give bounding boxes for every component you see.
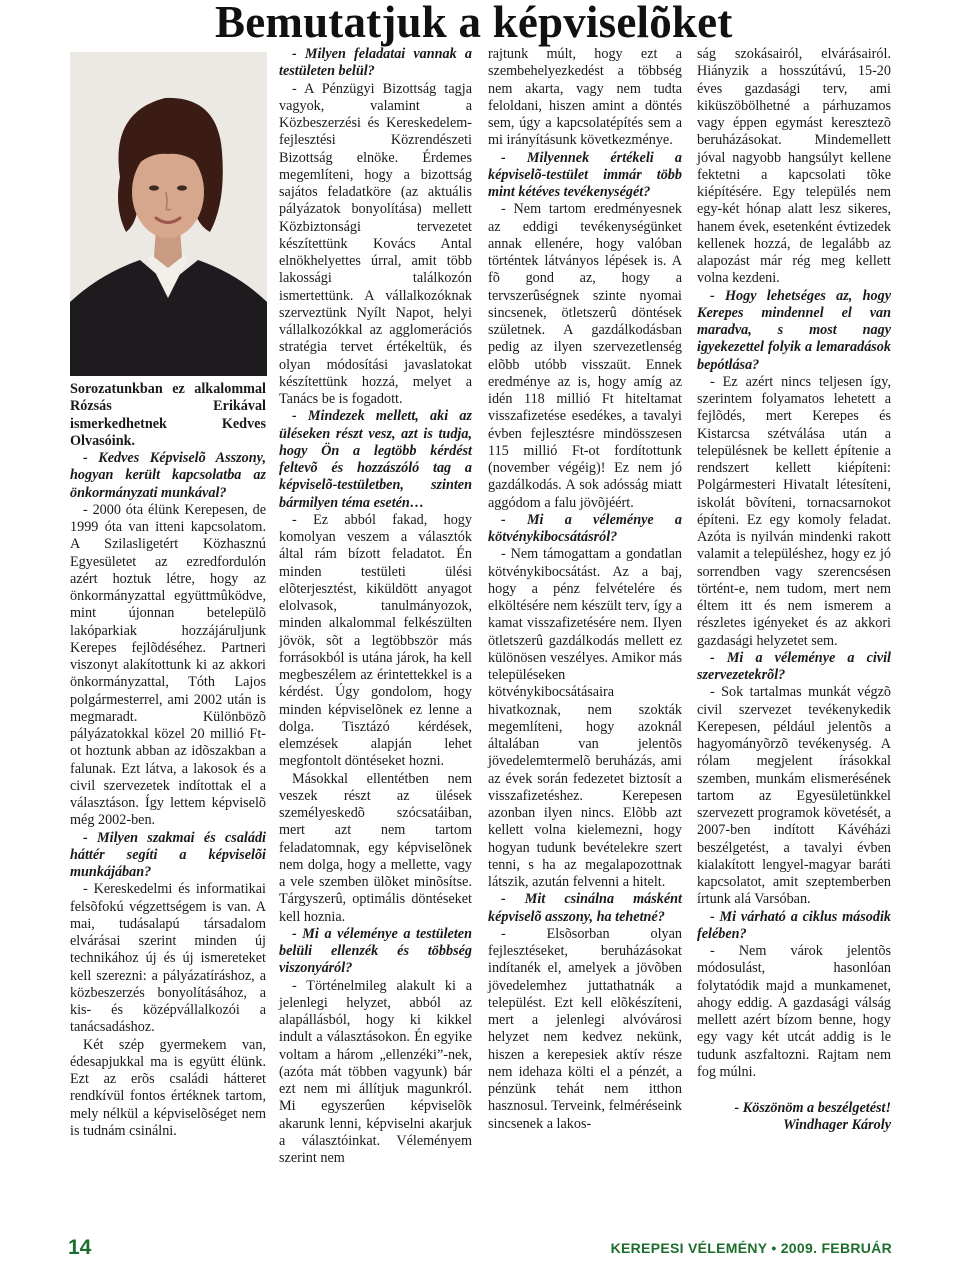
answer-paragraph: - Nem várok jelentõs módosulást, hasonlóan folytatódik majd a munkamenet, ahogy eddig. A gazdasági válság mellett azért bízom benne, hogy egy vagy két utcát addig is le tudunk aszfaltozni. Rajtam nem fog múlni. bbox=[697, 943, 891, 1080]
author-signature: Windhager Károly bbox=[783, 1117, 891, 1134]
answer-paragraph: rajtunk múlt, hogy ezt a szembehelyezkedést a többség nem akarta, vagy nem tudta feloldani, hiszen amint a döntés sem, úgy a kapcsolatépítés sem a mi irányításunk következménye. bbox=[488, 46, 682, 149]
answer-paragraph: - Nem támogattam a gondatlan kötvénykibocsátást. Az a baj, hogy a pénz felvételére és elköltésére nem készült terv, így a kamat visszafizetésére nem. Ilyen ötletszerû gazdálkodás mellett ez különösen veszélyes. Amikor más településeken kötvénykibocsátásaira hivatkoznak, nem szokták megemlíteni, hogy azoknál általában van jelentõs jövedelemtermelõ beruházás, ami az évek során fedezetet biztosít a visszafizetéshez. Kerepesen azonban ilyen nincs. Elõbb azt kellett volna kielemezni, hogy hogyan tudunk bevételekre szert tenni, s ha az megalapozottnak látszik, azután felvenni a hitelt. bbox=[488, 546, 682, 890]
answer-paragraph: ság szokásairól, elvárásairól. Hiányzik a hosszútávú, 15-20 éves gazdasági terv, ami kiküszöbölhetné a párhuzamos vagy éppen egymást keresztezõ beruházásokat. Mindemellett jóval nagyobb hangsúlyt kellene fektetni a kapcsolati tõke kiépítésére. Egy település nem egy-két hónap alatt lesz sikeres, hanem évek, esetenként évtizedek kellenek hozzá, de legalább az alapozást már rég meg kellett volna kezdeni. bbox=[697, 46, 891, 287]
question: - Mindezek mellett, aki az üléseken részt vesz, azt is tudja, hogy Ön a legtöbb kérdést feltevõ és hozzászóló tag a képviselõ-testületben, szinten bármilyen téma esetén… bbox=[279, 408, 472, 511]
answer-paragraph: - 2000 óta élünk Kerepesen, de 1999 óta van itteni kapcsolatom. A Szilasligetért Közhasznú Egyesületet az ezredfordulón azért hoztuk létre, hogy az önkormányzattal együttmûködve, mint újonnan betelepülõ lakóparkiak hozzájáruljunk Kerepes fejlõdéséhez. Partneri viszonyt alakítottunk ki az akkori önkormányzattal, Tóth Lajos polgármesterrel, ami 2002 után is megmaradt. Különbözõ pályázatokkal közel 20 millió Ft-ot hoztunk abban az idõszakban a falunak. Ezt látva, a lakosok és a civil szervezetek indítottak el a választáson. Így lettem képviselõ még 2002-ben. bbox=[70, 501, 266, 829]
answer-paragraph: - Ez azért nincs teljesen így, szerintem folyamatos lehetett a fejlõdés, mert Kerepes és Kistarcsa szétválása után a településnek be kellett építenie a rendszert kellett kiépíteni: Polgármesteri Hivatalt létesíteni, iskolát bõvíteni, tornacsarnokot építeni. Ez egy komoly feladat. Azóta is nyilván mindenki rakott valamit a településhez, hogy ez jó sorrendben vagy szerencsésen történt-e, nem tudom, mert nem éltem itt és nem ismerem a részletes igényeket és az akkori gazdasági helyzetet sem. bbox=[697, 373, 891, 649]
question: - Mit csinálna másként képviselõ asszony, ha tehetné? bbox=[488, 891, 682, 925]
answer-paragraph: - Kereskedelmi és informatikai felsõfokú végzettségem is van. A mai, tudásalapú társadalom elvárásai szerint minden új technikához új és új ismereteket kell szerezni: a pályázatíráshoz, a közbeszerzés bonyolításához, a kis- és középvállalkozói a tanácsadáshoz. bbox=[70, 881, 266, 1036]
closing-line: - Köszönöm a beszélgetést! bbox=[734, 1100, 891, 1116]
question: - Mi a véleménye a civil szervezetekrõl? bbox=[697, 649, 891, 683]
answer-paragraph: - Ez abból fakad, hogy komolyan veszem a választók által rám bízott feladatot. Én minden testületi ülési elõterjesztést, kiküldött anyagot elolvasok, tanulmányozok, minden alkalommal felkészülten jövök, sõt a legtöbbször más forrásokból is utána járok, ha kell megbeszélem az érintettekkel is a kérdést. Úgy gondolom, hogy minden képviselõnek ez lenne a dolga. Tisztázó kérdések, elemzések alapján lehet megfontolt döntéseket hozni. bbox=[279, 511, 472, 770]
question: - Mi a véleménye a testületen belüli ellenzék és többség viszonyáról? bbox=[279, 925, 472, 977]
answer-paragraph: - Sok tartalmas munkát végzõ civil szervezet tevékenykedik Kerepesen, például jelentõs a hagyományõrzõ tevékenység. A rólam megjelent írásokkal szemben, munkám elismerésének tartom az Egyesületünkkel szervezett programok követését, a 2007-ben indított Kávéházi beszélgetést, a tavalyi évben kialakított lengyel-magyar baráti kapcsolatot, amit szeptemberben írtunk alá Varsóban. bbox=[697, 684, 891, 908]
page-title: Bemutatjuk a képviselõket bbox=[215, 0, 733, 47]
answer-paragraph: - Nem tartom eredményesnek az eddigi tevékenységünket annak ellenére, hogy valóban történtek látványos lépések is. A fõ gond az, hogy a tervszerûségnek szinte nyomai sincsenek, ötletszerû döntések születnek. A gazdálkodásban pedig az ilyen szervezetlenség elõbb utóbb visszaüt. Ennek eredménye az is, hogy amíg az idén 118 millió Ft hiteltamat visszafizetése esedékes, a tavalyi évben fejlesztésre mindösszesen 115 millió Ft-ot fordítottunk (november végéig)! Ez nem jó gazdálkodás. A sok adósság miatt aggódom a falu jövõjéért. bbox=[488, 201, 682, 511]
question: - Mi a véleménye a kötvénykibocsátásról? bbox=[488, 511, 682, 545]
publication-footer: KEREPESI VÉLEMÉNY • 2009. FEBRUÁR bbox=[610, 1240, 892, 1256]
question: - Milyennek értékeli a képviselõ-testület immár több mint kétéves tevékenységét? bbox=[488, 149, 682, 200]
answer-paragraph: - A Pénzügyi Bizottság tagja vagyok, valamint a Közbeszerzési és Kereskedelem-fejlesztési Közrendészeti Bizottság elnöke. Érdemes megemlíteni, hogy a bizottság sajátos feladatköre (az aktuális pályázatok bonyolítása) mellett Közbiztonsági tervezetet készítettünk Kovács Antal elnökhelyettes úrral, amit több lakossági találkozón ismertettünk. A vállalkozóknak szerveztünk Nyílt Napot, helyi vállalkozókkal az agglomerációs stratégia tervet értékeltük, és olyan módosítási javaslatokat készítettünk hozzá, melyet a Tanács be is fogadott. bbox=[279, 80, 472, 407]
portrait-image bbox=[70, 52, 267, 376]
question: - Mi várható a ciklus második felében? bbox=[697, 908, 891, 942]
portrait-photo bbox=[70, 52, 267, 376]
question: - Hogy lehetséges az, hogy Kerepes mindennel el van maradva, s most nagy igyekezettel folyik a lemaradások bepótlása? bbox=[697, 287, 891, 373]
article-column-1 bbox=[70, 381, 266, 1140]
answer-paragraph: Másokkal ellentétben nem veszek részt az ülések személyeskedõ szócsatáiban, mert azt nem tartom feladatomnak, egy képviselõnek nem dolga, hogy a mellette, vagy a vele szemben ülõket minõsítse. Tárgyszerû, optimális döntéseket kell hoznia. bbox=[279, 770, 472, 925]
article-column-3 bbox=[488, 46, 682, 1133]
article-column-2 bbox=[279, 46, 472, 1167]
question: - Milyen szakmai és családi háttér segíti a képviselõi munkájában? bbox=[70, 829, 266, 880]
answer-paragraph: - Történelmileg alakult ki a jelenlegi helyzet, abból az alapállásból, hogy ki kikkel indult a választásokon. Én egyike voltam a három „ellenzéki”-nek, (azóta mát többen vagyunk) bár ezt nem mi állítjuk magunkról. Mi egyszerûen képviselõk akarunk lenni, képviselni akarjuk a választóinkat. Véleményem szerint nem bbox=[279, 977, 472, 1166]
intro-text: Sorozatunkban ez alkalommal Rózsás Erikával ismerkedhetnek Kedves Olvasóink. bbox=[70, 381, 266, 449]
answer-paragraph: Két szép gyermekem van, édesapjukkal ma is együtt élünk. Ezt az erõs családi hátteret rendkívül fontos értéknek tartom, mely nélkül a képviselõséget nem is tudnám csinálni. bbox=[70, 1036, 266, 1139]
article-column-4 bbox=[697, 46, 891, 1135]
answer-paragraph: - Elsõsorban olyan fejlesztéseket, beruházásokat indítanék el, amelyek a jövõben jövedelemhez juttathatnák a települést. Ezt kell elõkészíteni, mert a jelenlegi alvóvárosi helyzet nem kedvez nekünk, hiszen a kerepesiek aktív része nem idehaza költi el a pénzét, a pénzünk tehát nem itthon hasznosul. Terveink, felméréseink sincsenek a lakos- bbox=[488, 925, 682, 1132]
question: - Kedves Képviselõ Asszony, hogyan került kapcsolatba az önkormányzati munkával? bbox=[70, 450, 266, 501]
page-number: 14 bbox=[68, 1236, 92, 1259]
question: - Milyen feladatai vannak a testületen belül? bbox=[279, 46, 472, 80]
